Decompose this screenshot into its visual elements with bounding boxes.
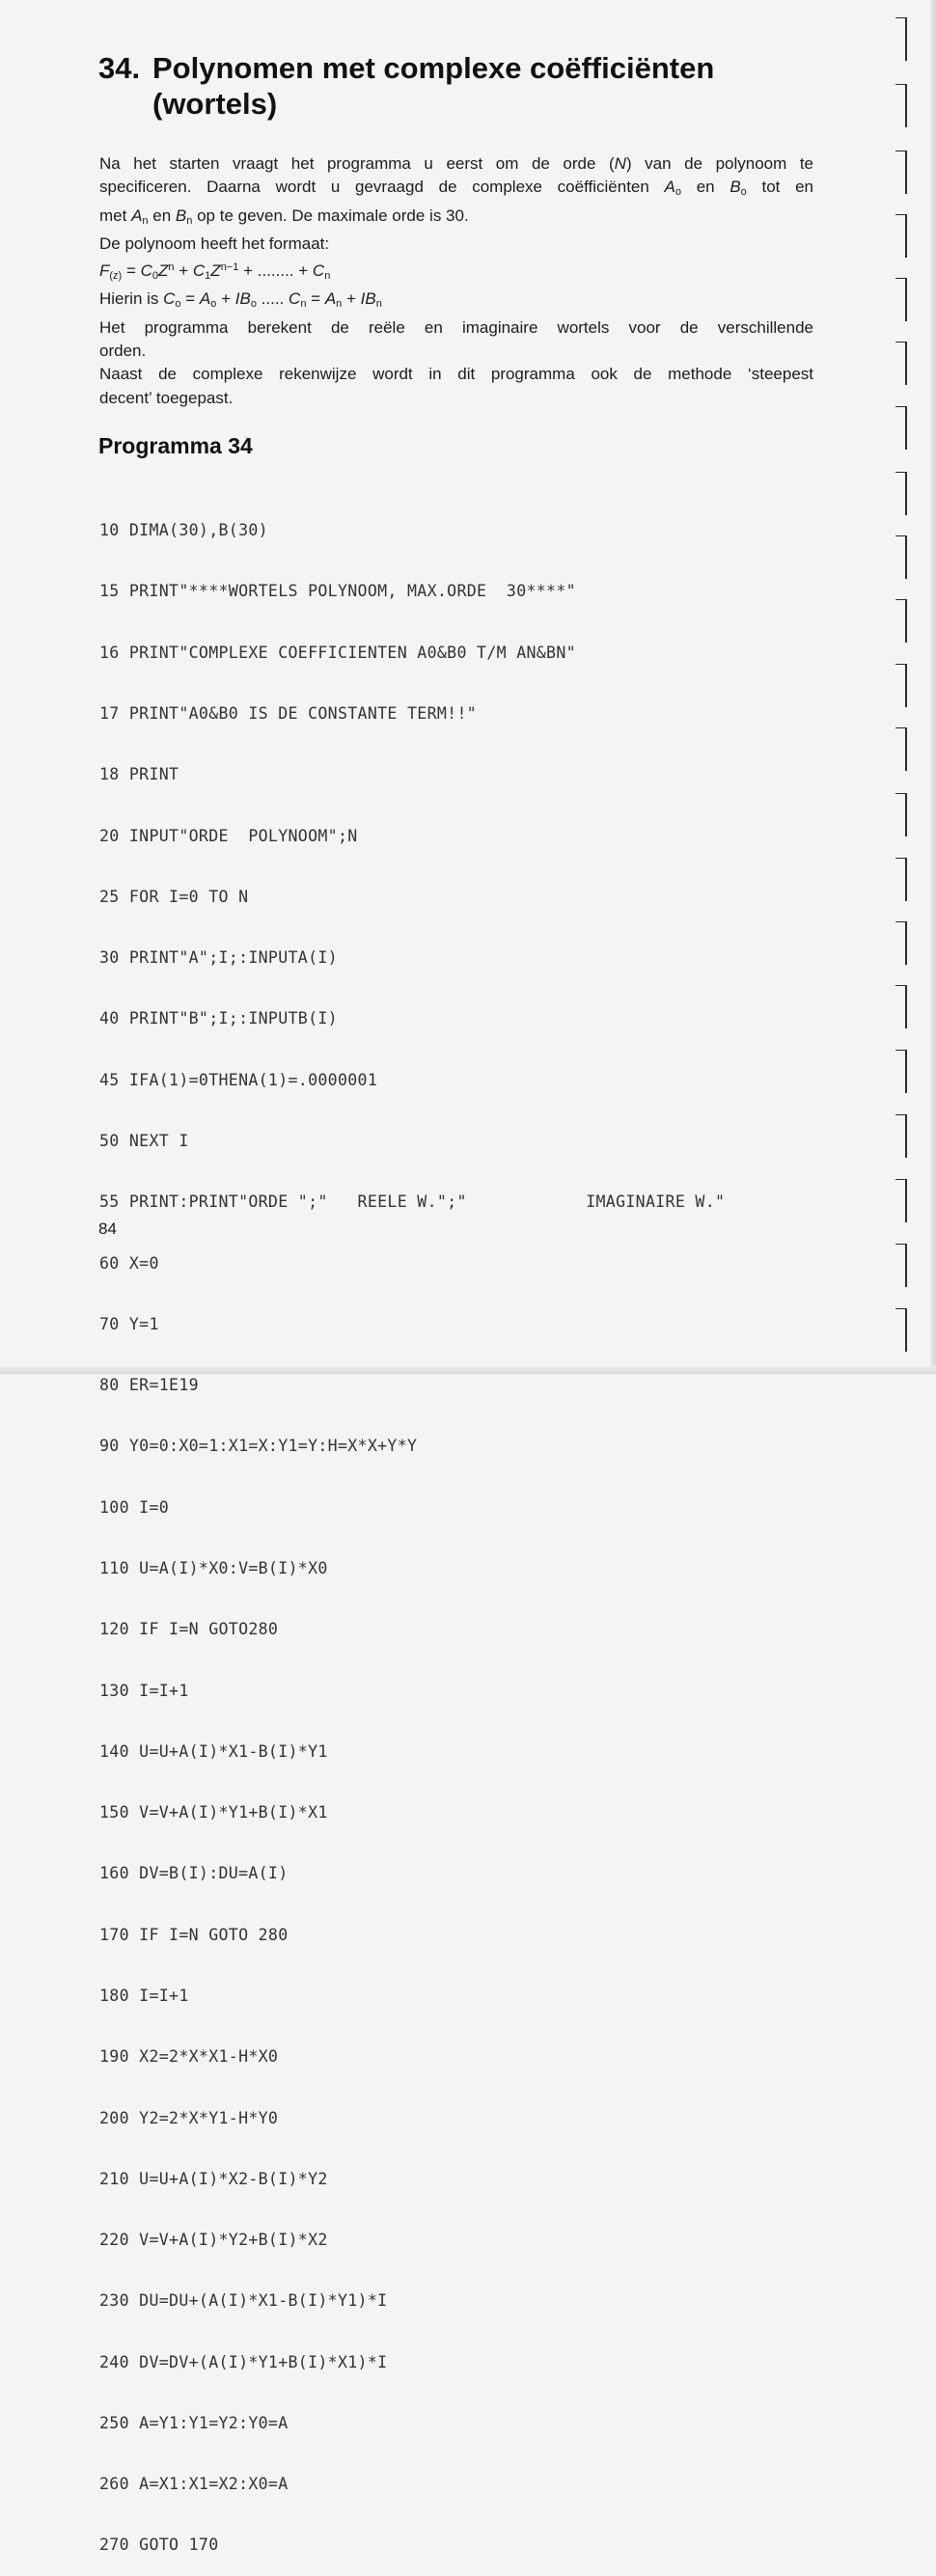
listing-line: 17 PRINT"A0&B0 IS DE CONSTANTE TERM!!" bbox=[99, 704, 478, 724]
listing-line: 220 V=V+A(I)*Y2+B(I)*X2 bbox=[99, 2231, 328, 2250]
listing-line: 15 PRINT"****WORTELS POLYNOOM, MAX.ORDE 30****" bbox=[99, 582, 576, 601]
listing-line: 55 PRINT:PRINT"ORDE ";" REELE W.";" IMAGINAIRE W." bbox=[99, 1192, 726, 1212]
intro-line-3: met $A_n$ en $B_n$ op te geven. De maximale orde is 30. bbox=[99, 206, 469, 227]
intro-line-7: Het programma berekent de reële en imaginaire wortels voor de verschillende bbox=[99, 317, 813, 337]
tab-mark bbox=[895, 985, 907, 1028]
listing-line: 60 X=0 bbox=[99, 1253, 159, 1273]
intro-text bbox=[99, 152, 813, 410]
tab-mark bbox=[895, 664, 907, 707]
page-number: 84 bbox=[98, 1219, 117, 1238]
listing-line: 230 DU=DU+(A(I)*X1-B(I)*Y1)*I bbox=[99, 2291, 388, 2311]
listing-line: 10 DIMA(30),B(30) bbox=[99, 521, 268, 540]
tab-mark bbox=[895, 921, 907, 965]
listing-line: 180 I=I+1 bbox=[99, 1986, 189, 2005]
tab-mark bbox=[895, 17, 907, 61]
tab-mark bbox=[895, 1244, 907, 1287]
listing-line: 90 Y0=0:X0=1:X1=X:Y1=Y:H=X*X+Y*Y bbox=[99, 1437, 418, 1456]
margin-tab-marks bbox=[895, 0, 924, 1374]
tab-mark bbox=[895, 1179, 907, 1222]
intro-line-4: De polynoom heeft het formaat: bbox=[99, 233, 330, 253]
basic-listing bbox=[99, 480, 852, 2576]
chapter-number: 34. bbox=[98, 51, 141, 85]
tab-mark bbox=[895, 214, 907, 258]
listing-line: 18 PRINT bbox=[99, 765, 179, 784]
page-edge bbox=[930, 0, 936, 1374]
listing-line: 250 A=Y1:Y1=Y2:Y0=A bbox=[99, 2413, 289, 2432]
listing-line: 260 A=X1:X1=X2:X0=A bbox=[99, 2475, 289, 2494]
tab-mark bbox=[895, 1308, 907, 1352]
intro-line-1: Na het starten vraagt het programma u eerst om de orde (N) van de polynoom te bbox=[99, 154, 814, 173]
tab-mark bbox=[895, 858, 907, 901]
chapter-title-line1: Polynomen met complexe coëfficiënten bbox=[152, 51, 715, 85]
tab-mark bbox=[895, 472, 907, 515]
intro-line-8: orden. bbox=[99, 342, 147, 361]
coefficient-formula: Hierin is $C_o = A_o + IB_o$ ..... $C_n = A_n + IB_n$ bbox=[99, 289, 382, 311]
tab-mark bbox=[895, 535, 907, 579]
tab-mark bbox=[895, 599, 907, 643]
tab-mark bbox=[895, 278, 907, 321]
listing-line: 140 U=U+A(I)*X1-B(I)*Y1 bbox=[99, 1741, 328, 1761]
tab-mark bbox=[895, 84, 907, 127]
listing-line: 170 IF I=N GOTO 280 bbox=[99, 1925, 289, 1944]
listing-line: 160 DV=B(I):DU=A(I) bbox=[99, 1864, 289, 1883]
tab-mark bbox=[895, 1114, 907, 1158]
listing-line: 30 PRINT"A";I;:INPUTA(I) bbox=[99, 948, 338, 968]
listing-line: 16 PRINT"COMPLEXE COEFFICIENTEN A0&B0 T/M AN&BN" bbox=[99, 643, 576, 662]
listing-line: 70 Y=1 bbox=[99, 1314, 159, 1333]
listing-line: 270 GOTO 170 bbox=[99, 2535, 219, 2555]
tab-mark bbox=[895, 406, 907, 450]
tab-mark bbox=[895, 793, 907, 836]
tab-mark bbox=[895, 151, 907, 194]
intro-line-10: decent’ toegepast. bbox=[99, 388, 234, 407]
intro-line-9: Naast de complexe rekenwijze wordt in dit programma ook de methode ‘steepest bbox=[99, 365, 813, 384]
tab-mark bbox=[895, 1050, 907, 1093]
listing-line: 40 PRINT"B";I;:INPUTB(I) bbox=[99, 1009, 338, 1028]
listing-line: 120 IF I=N GOTO280 bbox=[99, 1620, 279, 1639]
listing-line: 80 ER=1E19 bbox=[99, 1376, 199, 1395]
listing-line: 20 INPUT"ORDE POLYNOOM";N bbox=[99, 826, 358, 845]
chapter-title bbox=[98, 50, 832, 122]
listing-line: 240 DV=DV+(A(I)*Y1+B(I)*X1)*I bbox=[99, 2352, 388, 2371]
listing-line: 210 U=U+A(I)*X2-B(I)*Y2 bbox=[99, 2169, 328, 2188]
listing-line: 190 X2=2*X*X1-H*X0 bbox=[99, 2047, 279, 2067]
listing-line: 45 IFA(1)=0THENA(1)=.0000001 bbox=[99, 1070, 378, 1089]
listing-line: 50 NEXT I bbox=[99, 1132, 189, 1150]
listing-line: 25 FOR I=0 TO N bbox=[99, 887, 249, 906]
program-heading: Programma 34 bbox=[98, 433, 253, 458]
intro-line-2: specificeren. Daarna wordt u gevraagd de complexe coëfficiënten $A_o$ en $B_o$ tot en bbox=[99, 178, 813, 199]
polynomial-formula: $F_{(z)} = C_0Z^n + C_1Z^{n-1}$ + ........ + $C_n$ bbox=[99, 261, 331, 283]
tab-mark bbox=[895, 727, 907, 771]
listing-line: 150 V=V+A(I)*Y1+B(I)*X1 bbox=[99, 1803, 328, 1822]
tab-mark bbox=[895, 342, 907, 385]
listing-line: 200 Y2=2*X*Y1-H*Y0 bbox=[99, 2108, 279, 2127]
listing-line: 100 I=0 bbox=[99, 1497, 170, 1517]
listing-line: 130 I=I+1 bbox=[99, 1681, 189, 1700]
chapter-title-line2: (wortels) bbox=[152, 87, 278, 121]
listing-line: 110 U=A(I)*X0:V=B(I)*X0 bbox=[99, 1558, 328, 1577]
